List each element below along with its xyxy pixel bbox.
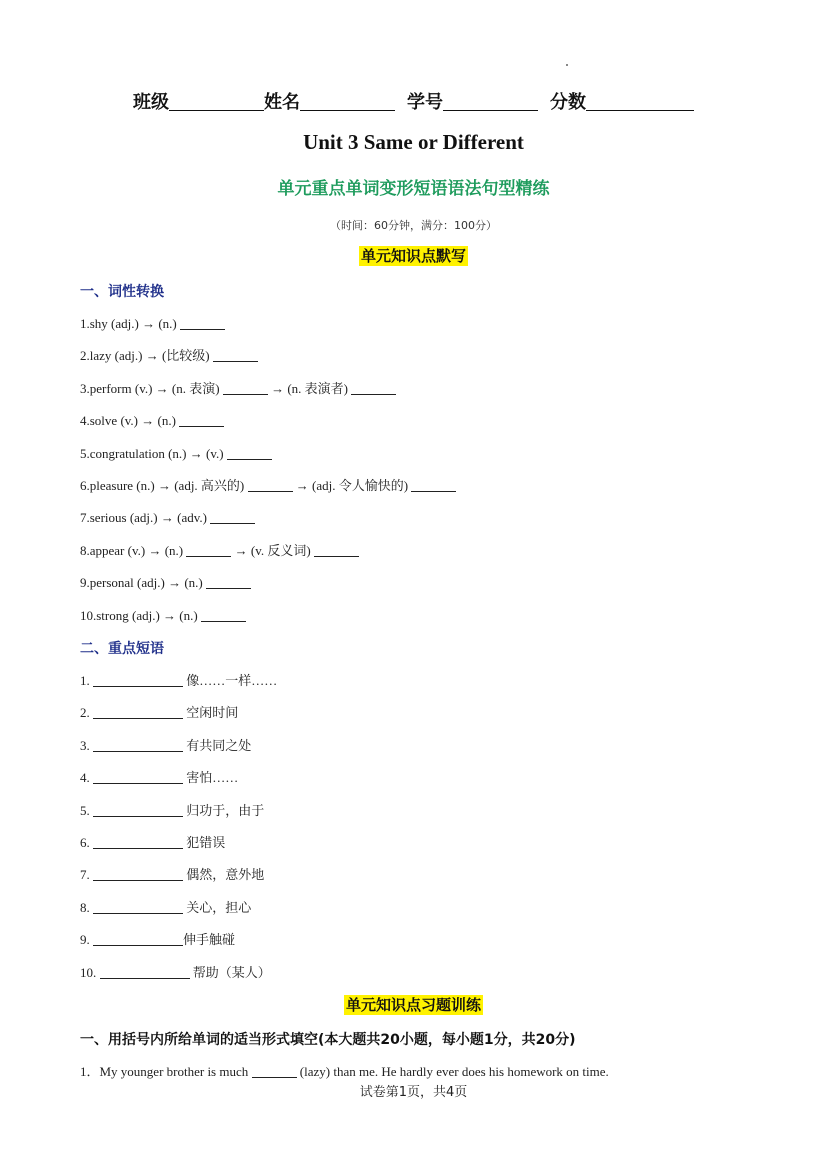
phrase-number: 3. xyxy=(80,737,93,753)
phrase-number: 8. xyxy=(80,899,93,915)
word-form-item xyxy=(80,477,456,509)
time-note: （时间：60分钟，满分：100分） xyxy=(330,219,497,232)
word-form-item xyxy=(80,412,456,444)
number-label: 学号 xyxy=(407,92,443,113)
word-form-prompt-2: → (n. 表演者) xyxy=(267,380,352,396)
phrase-item xyxy=(80,834,277,866)
phrase-item xyxy=(80,704,277,736)
word-form-item xyxy=(80,607,456,639)
score-label: 分数 xyxy=(550,92,586,113)
name-blank[interactable] xyxy=(300,92,395,111)
word-form-item xyxy=(80,574,456,606)
answer-blank[interactable] xyxy=(186,543,231,557)
student-info-line xyxy=(0,88,827,114)
phrase-meaning: 关心，担心 xyxy=(183,899,252,915)
answer-blank[interactable] xyxy=(223,381,268,395)
word-form-item xyxy=(80,445,456,477)
class-blank[interactable] xyxy=(169,92,264,111)
phrase-blank[interactable] xyxy=(93,770,183,784)
name-label: 姓名 xyxy=(264,92,300,113)
answer-blank[interactable] xyxy=(179,413,224,427)
word-form-item xyxy=(80,542,456,574)
section-b-title xyxy=(0,994,827,1015)
phrase-number: 7. xyxy=(80,867,93,883)
word-form-prompt: 4.solve (v.) → (n.) xyxy=(80,413,180,429)
phrase-meaning: 犯错误 xyxy=(183,834,226,850)
answer-blank[interactable] xyxy=(210,510,255,524)
word-form-item xyxy=(80,380,456,412)
section-a-title xyxy=(0,245,827,266)
question-1-pre: 1．My younger brother is much xyxy=(80,1064,252,1079)
phrase-item xyxy=(80,866,277,898)
word-form-item xyxy=(80,315,456,347)
question-1-post: (lazy) than me. He hardly ever does his homework on time. xyxy=(296,1064,609,1079)
phrase-number: 10. xyxy=(80,964,100,980)
phrase-blank[interactable] xyxy=(100,965,190,979)
phrase-item xyxy=(80,769,277,801)
phrase-blank[interactable] xyxy=(93,835,183,849)
answer-blank[interactable] xyxy=(411,478,456,492)
word-form-prompt: 2.lazy (adj.) → (比较级) xyxy=(80,348,213,364)
word-form-prompt: 9.personal (adj.) → (n.) xyxy=(80,575,206,591)
phrase-blank[interactable] xyxy=(93,932,183,946)
page-subtitle: 单元重点单词变形短语语法句型精练 xyxy=(277,179,550,199)
word-form-list xyxy=(80,315,456,639)
part1-heading: 一、词性转换 xyxy=(80,284,164,300)
word-form-prompt: 8.appear (v.) → (n.) xyxy=(80,542,187,558)
word-form-item xyxy=(80,509,456,541)
phrase-meaning: 帮助（某人） xyxy=(189,964,271,980)
phrase-item xyxy=(80,899,277,931)
phrase-blank[interactable] xyxy=(93,738,183,752)
scan-dot xyxy=(566,64,568,66)
phrase-item xyxy=(80,964,277,996)
phrase-meaning: 有共同之处 xyxy=(183,737,252,753)
phrase-blank[interactable] xyxy=(93,673,183,687)
answer-blank[interactable] xyxy=(351,381,396,395)
word-form-prompt: 3.perform (v.) → (n. 表演) xyxy=(80,380,223,396)
phrase-blank[interactable] xyxy=(93,867,183,881)
part2-heading: 二、重点短语 xyxy=(80,641,164,657)
phrase-item xyxy=(80,737,277,769)
question-1 xyxy=(80,1061,609,1080)
answer-blank[interactable] xyxy=(248,478,293,492)
answer-blank[interactable] xyxy=(227,446,272,460)
phrase-number: 4. xyxy=(80,770,93,786)
answer-blank[interactable] xyxy=(314,543,359,557)
section-b-heading: 单元知识点习题训练 xyxy=(345,996,481,1014)
phrase-number: 6. xyxy=(80,834,93,850)
answer-blank[interactable] xyxy=(201,608,246,622)
phrase-meaning: 像……一样…… xyxy=(183,673,278,688)
phrase-number: 9. xyxy=(80,932,93,948)
word-form-prompt: 7.serious (adj.) → (adv.) xyxy=(80,510,211,526)
word-form-item xyxy=(80,347,456,379)
phrase-meaning: 归功于，由于 xyxy=(183,802,265,818)
page-footer: 试卷第1页，共4页 xyxy=(359,1085,468,1100)
word-form-prompt-2: → (adj. 令人愉快的) xyxy=(292,477,412,493)
word-form-prompt: 6.pleasure (n.) → (adj. 高兴的) xyxy=(80,477,248,493)
phrase-meaning: 伸手触碰 xyxy=(183,932,236,948)
phrase-item xyxy=(80,802,277,834)
part3-heading: 一、用括号内所给单词的适当形式填空(本大题共20小题，每小题1分，共20分) xyxy=(80,1032,576,1048)
phrase-item xyxy=(80,931,277,963)
phrase-number: 5. xyxy=(80,802,93,818)
phrase-blank[interactable] xyxy=(93,705,183,719)
phrase-blank[interactable] xyxy=(93,900,183,914)
phrase-meaning: 空闲时间 xyxy=(183,705,239,721)
answer-blank[interactable] xyxy=(213,348,258,362)
phrase-blank[interactable] xyxy=(93,803,183,817)
phrase-item xyxy=(80,672,277,704)
word-form-prompt: 10.strong (adj.) → (n.) xyxy=(80,607,201,623)
class-label: 班级 xyxy=(133,92,169,113)
number-blank[interactable] xyxy=(443,92,538,111)
phrase-list xyxy=(80,672,277,996)
score-blank[interactable] xyxy=(586,92,694,111)
phrase-number: 2. xyxy=(80,705,93,721)
word-form-prompt: 5.congratulation (n.) → (v.) xyxy=(80,445,227,461)
page-title: Unit 3 Same or Different xyxy=(303,130,524,154)
section-a-heading: 单元知识点默写 xyxy=(360,247,466,265)
word-form-prompt: 1.shy (adj.) → (n.) xyxy=(80,316,181,331)
answer-blank[interactable] xyxy=(206,575,251,589)
phrase-meaning: 害怕…… xyxy=(183,770,239,786)
word-form-prompt-2: → (v. 反义词) xyxy=(231,542,314,558)
answer-blank[interactable] xyxy=(180,316,225,330)
question-1-blank[interactable] xyxy=(252,1064,297,1078)
phrase-number: 1. xyxy=(80,673,93,688)
phrase-meaning: 偶然，意外地 xyxy=(183,867,265,883)
